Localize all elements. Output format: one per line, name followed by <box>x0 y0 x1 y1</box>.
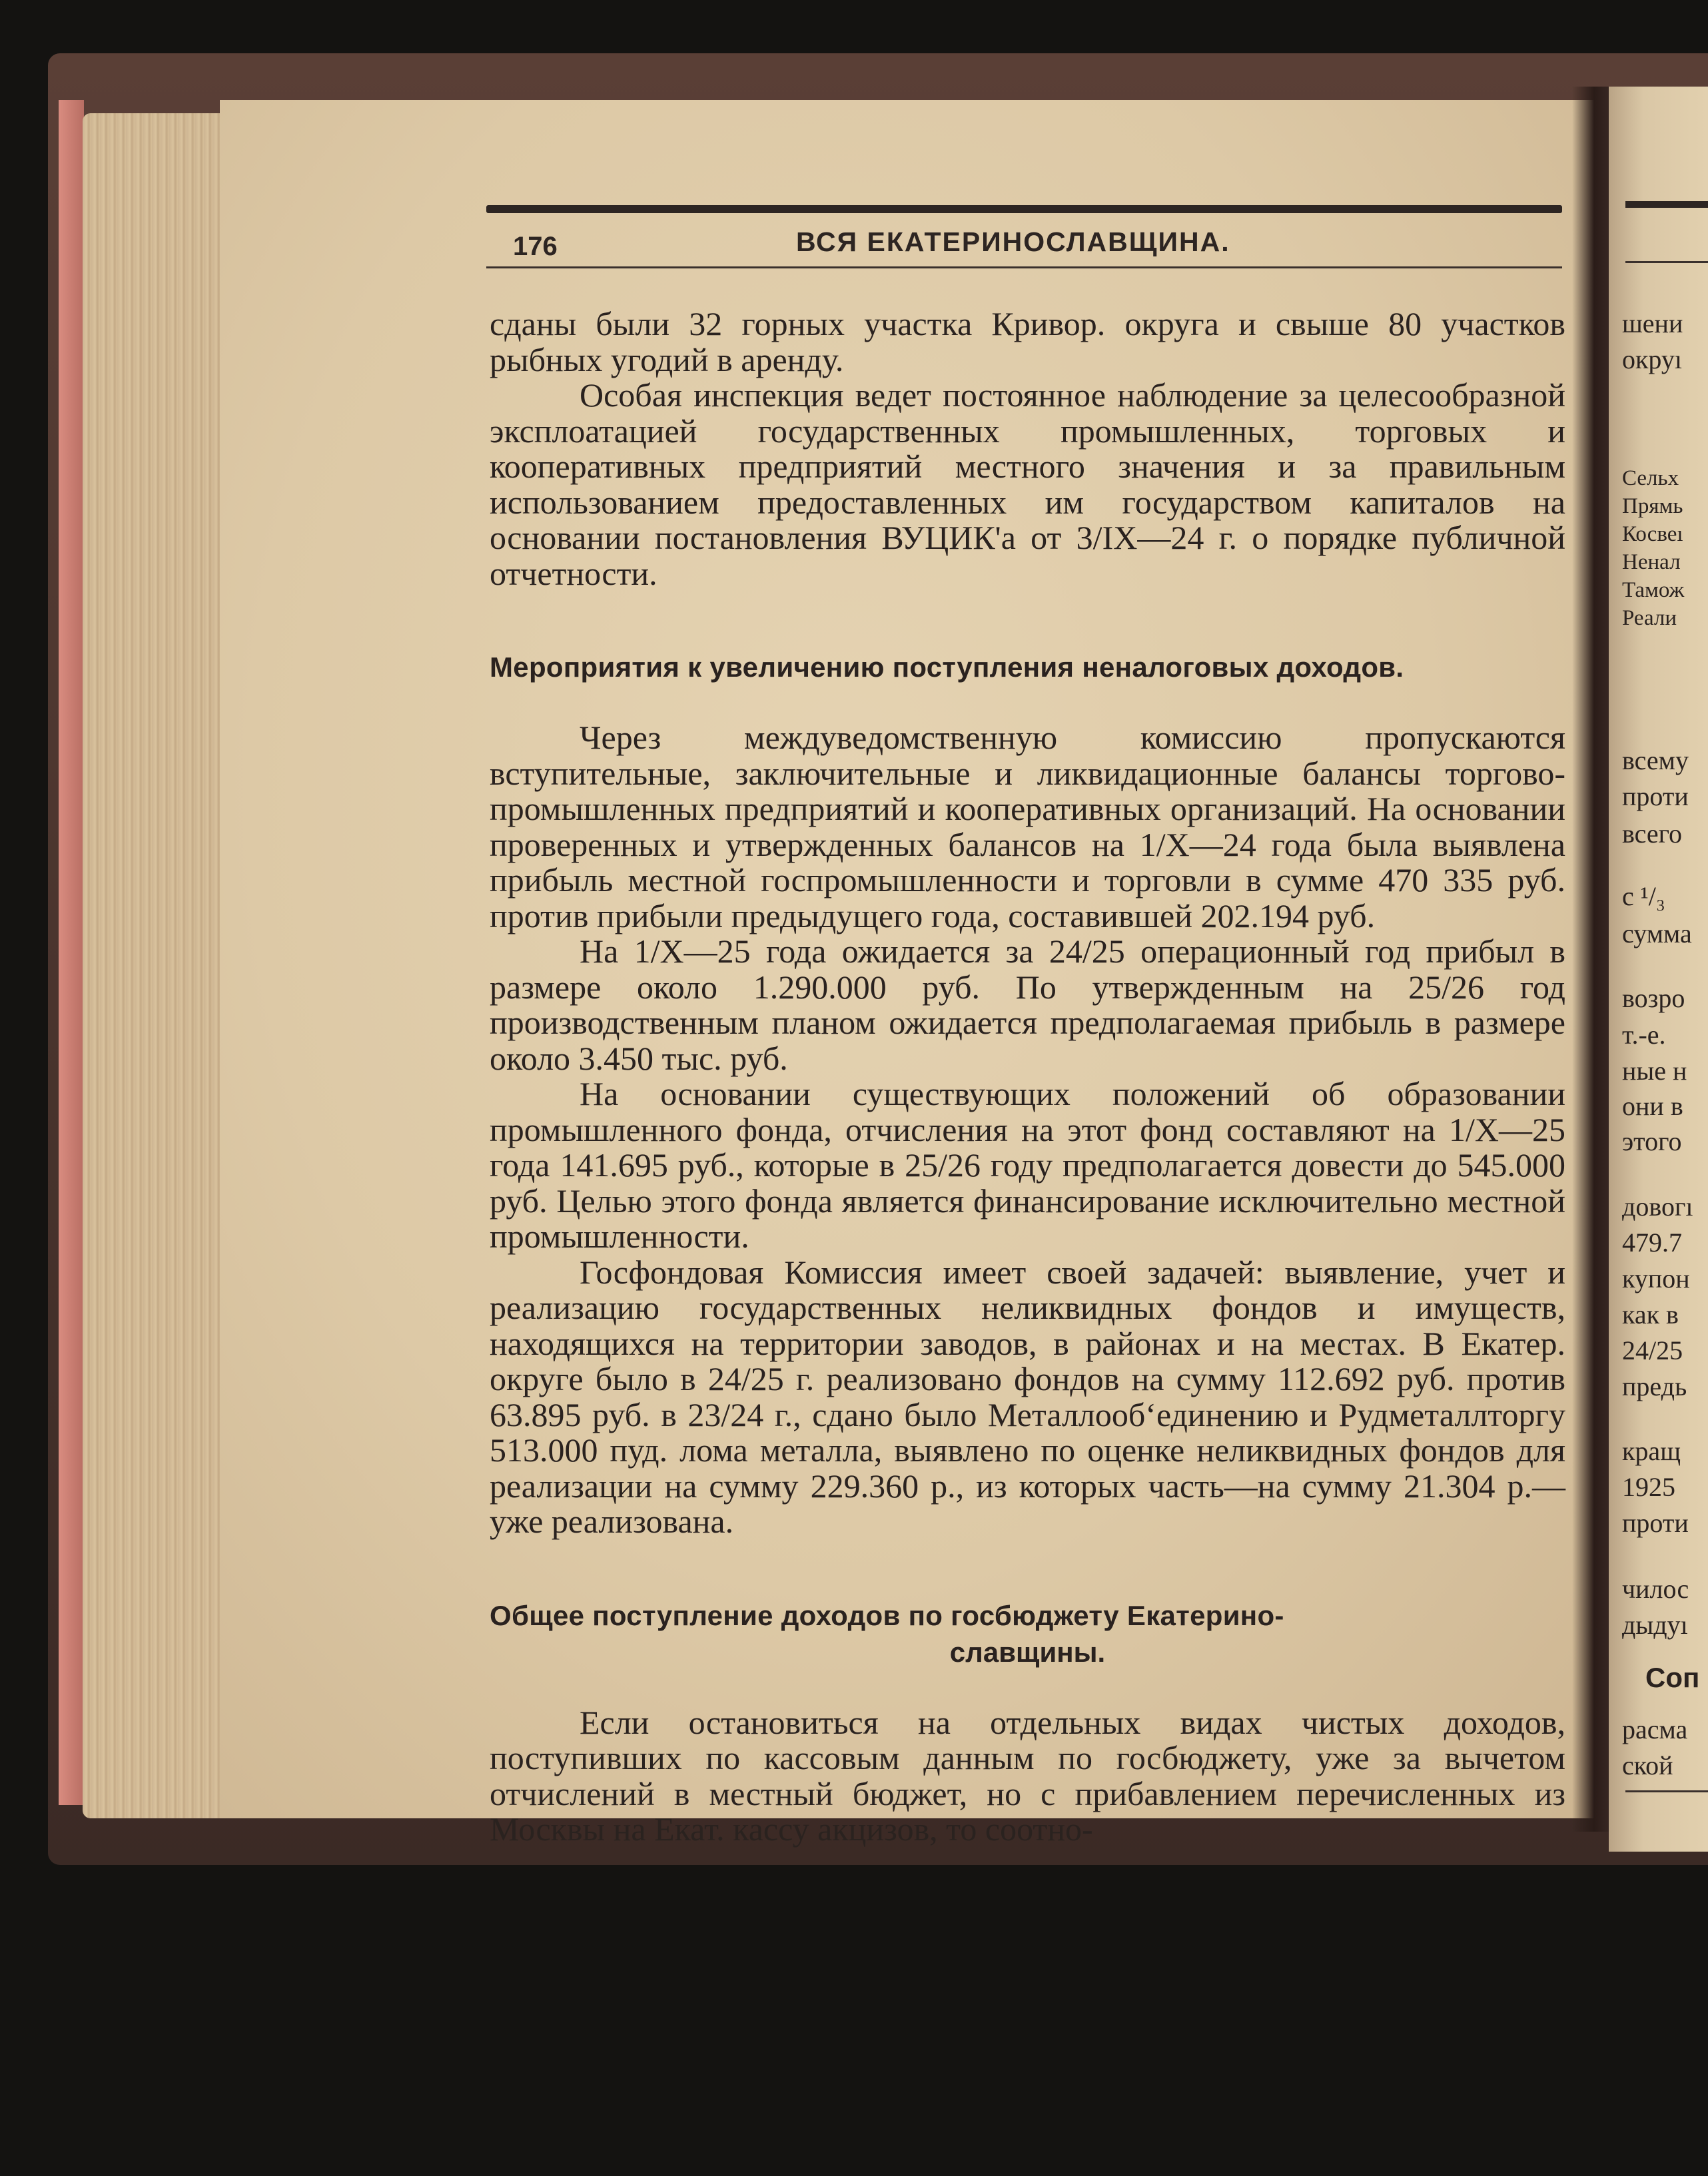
paragraph: Если остановиться на отдельных видах чистых доходов, поступивших по кассовым данным по госбюджету, уже за вычетом отчислений в местный бюджет, но с прибавлением перечисленных из Москвы на Екат. кассу акцизов, то соотно- <box>490 1703 1565 1848</box>
next-page-fragment: Ненал <box>1622 550 1681 574</box>
next-page-fragment: окруı <box>1622 344 1683 374</box>
next-page-fragment: чилос <box>1622 1574 1689 1604</box>
next-page-fragment: ской <box>1622 1750 1673 1780</box>
next-page-fragment: Прямь <box>1622 494 1683 518</box>
next-page-fragment: т.-е. <box>1622 1020 1666 1050</box>
next-page-fragment: 24/25 <box>1622 1335 1683 1365</box>
next-page-fragment: дыдуı <box>1622 1610 1688 1640</box>
next-page-fragment: довогı <box>1622 1192 1693 1222</box>
next-page-fragment: Косвеı <box>1622 522 1683 546</box>
next-page-fragment: ные н <box>1622 1056 1687 1086</box>
next-page-rule-thin <box>1625 261 1708 263</box>
cover-edge <box>59 100 84 1805</box>
next-page-fragment: всего <box>1622 819 1683 849</box>
next-page-fragment: как в <box>1622 1299 1679 1329</box>
paragraph: Госфондовая Комиссия имеет своей задачей: выявление, учет и реализацию государственных неликвидных фондов и имуществ, находящихся на территории заводов, в районах и на местах. В Екатер. округе было в 24/25 г. реализовано фондов на сумму 112.692 руб. против 63.895 руб. в 23/24 г., сдано было Металлообʻединению и Рудметаллторгу 513.000 пуд. лома металла, выявлено по оценке неликвидных фондов для реализации на сумму 229.360 р., из которых часть—на сумму 21.304 р.—уже реализована. <box>490 1253 1565 1540</box>
next-page-fragment: проти <box>1622 781 1689 811</box>
section-heading: Мероприятия к увеличению поступления неналоговых доходов. <box>490 651 1404 683</box>
section-heading-continued: славщины. <box>949 1636 1106 1668</box>
next-page-fragment: сумма <box>1622 918 1692 948</box>
header-rule-thick <box>486 205 1562 213</box>
section-heading: Общее поступление доходов по госбюджету Екатерино- <box>490 1599 1284 1631</box>
next-page-fragment: Тамож <box>1622 578 1685 602</box>
next-page-fragment: Сельх <box>1622 466 1679 490</box>
next-page-fragment: с ¹/₃ <box>1622 881 1665 911</box>
paragraph: На основании существующих положений об образовании промышленного фонда, отчисления на этот фонд составляют на 1/X—25 года 141.695 руб., которые в 25/26 году предполагается довести до 545.000 руб. Целью этого фонда является финансирование исключительно местной промышленности. <box>490 1075 1565 1255</box>
running-title: ВСЯ ЕКАТЕРИНОСЛАВЩИНА. <box>796 226 1230 257</box>
page-number: 176 <box>513 232 558 261</box>
next-page-fragment: всему <box>1622 745 1689 775</box>
next-page-fragment: Реали <box>1622 606 1677 630</box>
next-page-fragment: 479.7 <box>1622 1228 1682 1258</box>
next-page-rule-thick <box>1625 201 1708 208</box>
next-page-fragment: Соп <box>1645 1662 1700 1693</box>
next-page-fragment: проти <box>1622 1508 1689 1538</box>
paragraph: сданы были 32 горных участка Кривор. округа и свыше 80 участков рыбных угодий в аренду. <box>490 305 1565 378</box>
book-gutter <box>1572 87 1612 1832</box>
next-page-fragment: купон <box>1622 1264 1690 1293</box>
paragraph: Особая инспекция ведет постоянное наблюдение за целесообразной эксплоатацией государственных промышленных, торговых и кооперативных предприятий местного значения и за правильным использованием предоставленных им государством капиталов на основании постановления ВУЦИК'а от 3/IX—24 г. о порядке публичной отчетности. <box>490 376 1565 592</box>
next-page-fragment: возро <box>1622 983 1685 1013</box>
next-page-rule-bottom <box>1625 1790 1708 1792</box>
next-page-fragment: 1925 <box>1622 1472 1675 1502</box>
paragraph: На 1/X—25 года ожидается за 24/25 операционный год прибыл в размере около 1.290.000 руб. По утвержденным на 25/26 год производственным планом ожидается предполагаемая прибыль в размере около 3.450 тыс. руб. <box>490 932 1565 1077</box>
next-page-fragment: этого <box>1622 1126 1682 1156</box>
next-page-fragment: шени <box>1622 308 1683 338</box>
next-page-fragment: кращ <box>1622 1436 1681 1466</box>
header-rule-thin <box>486 266 1562 268</box>
next-page-fragment: расма <box>1622 1714 1688 1744</box>
paragraph: Через междуведомственную комиссию пропускаются вступительные, заключительные и ликвидационные балансы торгово-промышленных предприятий и кооперативных организаций. На основании проверенных и утвержденных балансов на 1/X—24 года была выявлена прибыль местной госпромышленности и торговли в сумме 470 335 руб. против прибыли предыдущего года, составившей 202.194 руб. <box>490 719 1565 934</box>
next-page-fragment: предь <box>1622 1371 1687 1401</box>
page-body <box>490 306 1565 1848</box>
next-page-fragment: они в <box>1622 1091 1683 1121</box>
